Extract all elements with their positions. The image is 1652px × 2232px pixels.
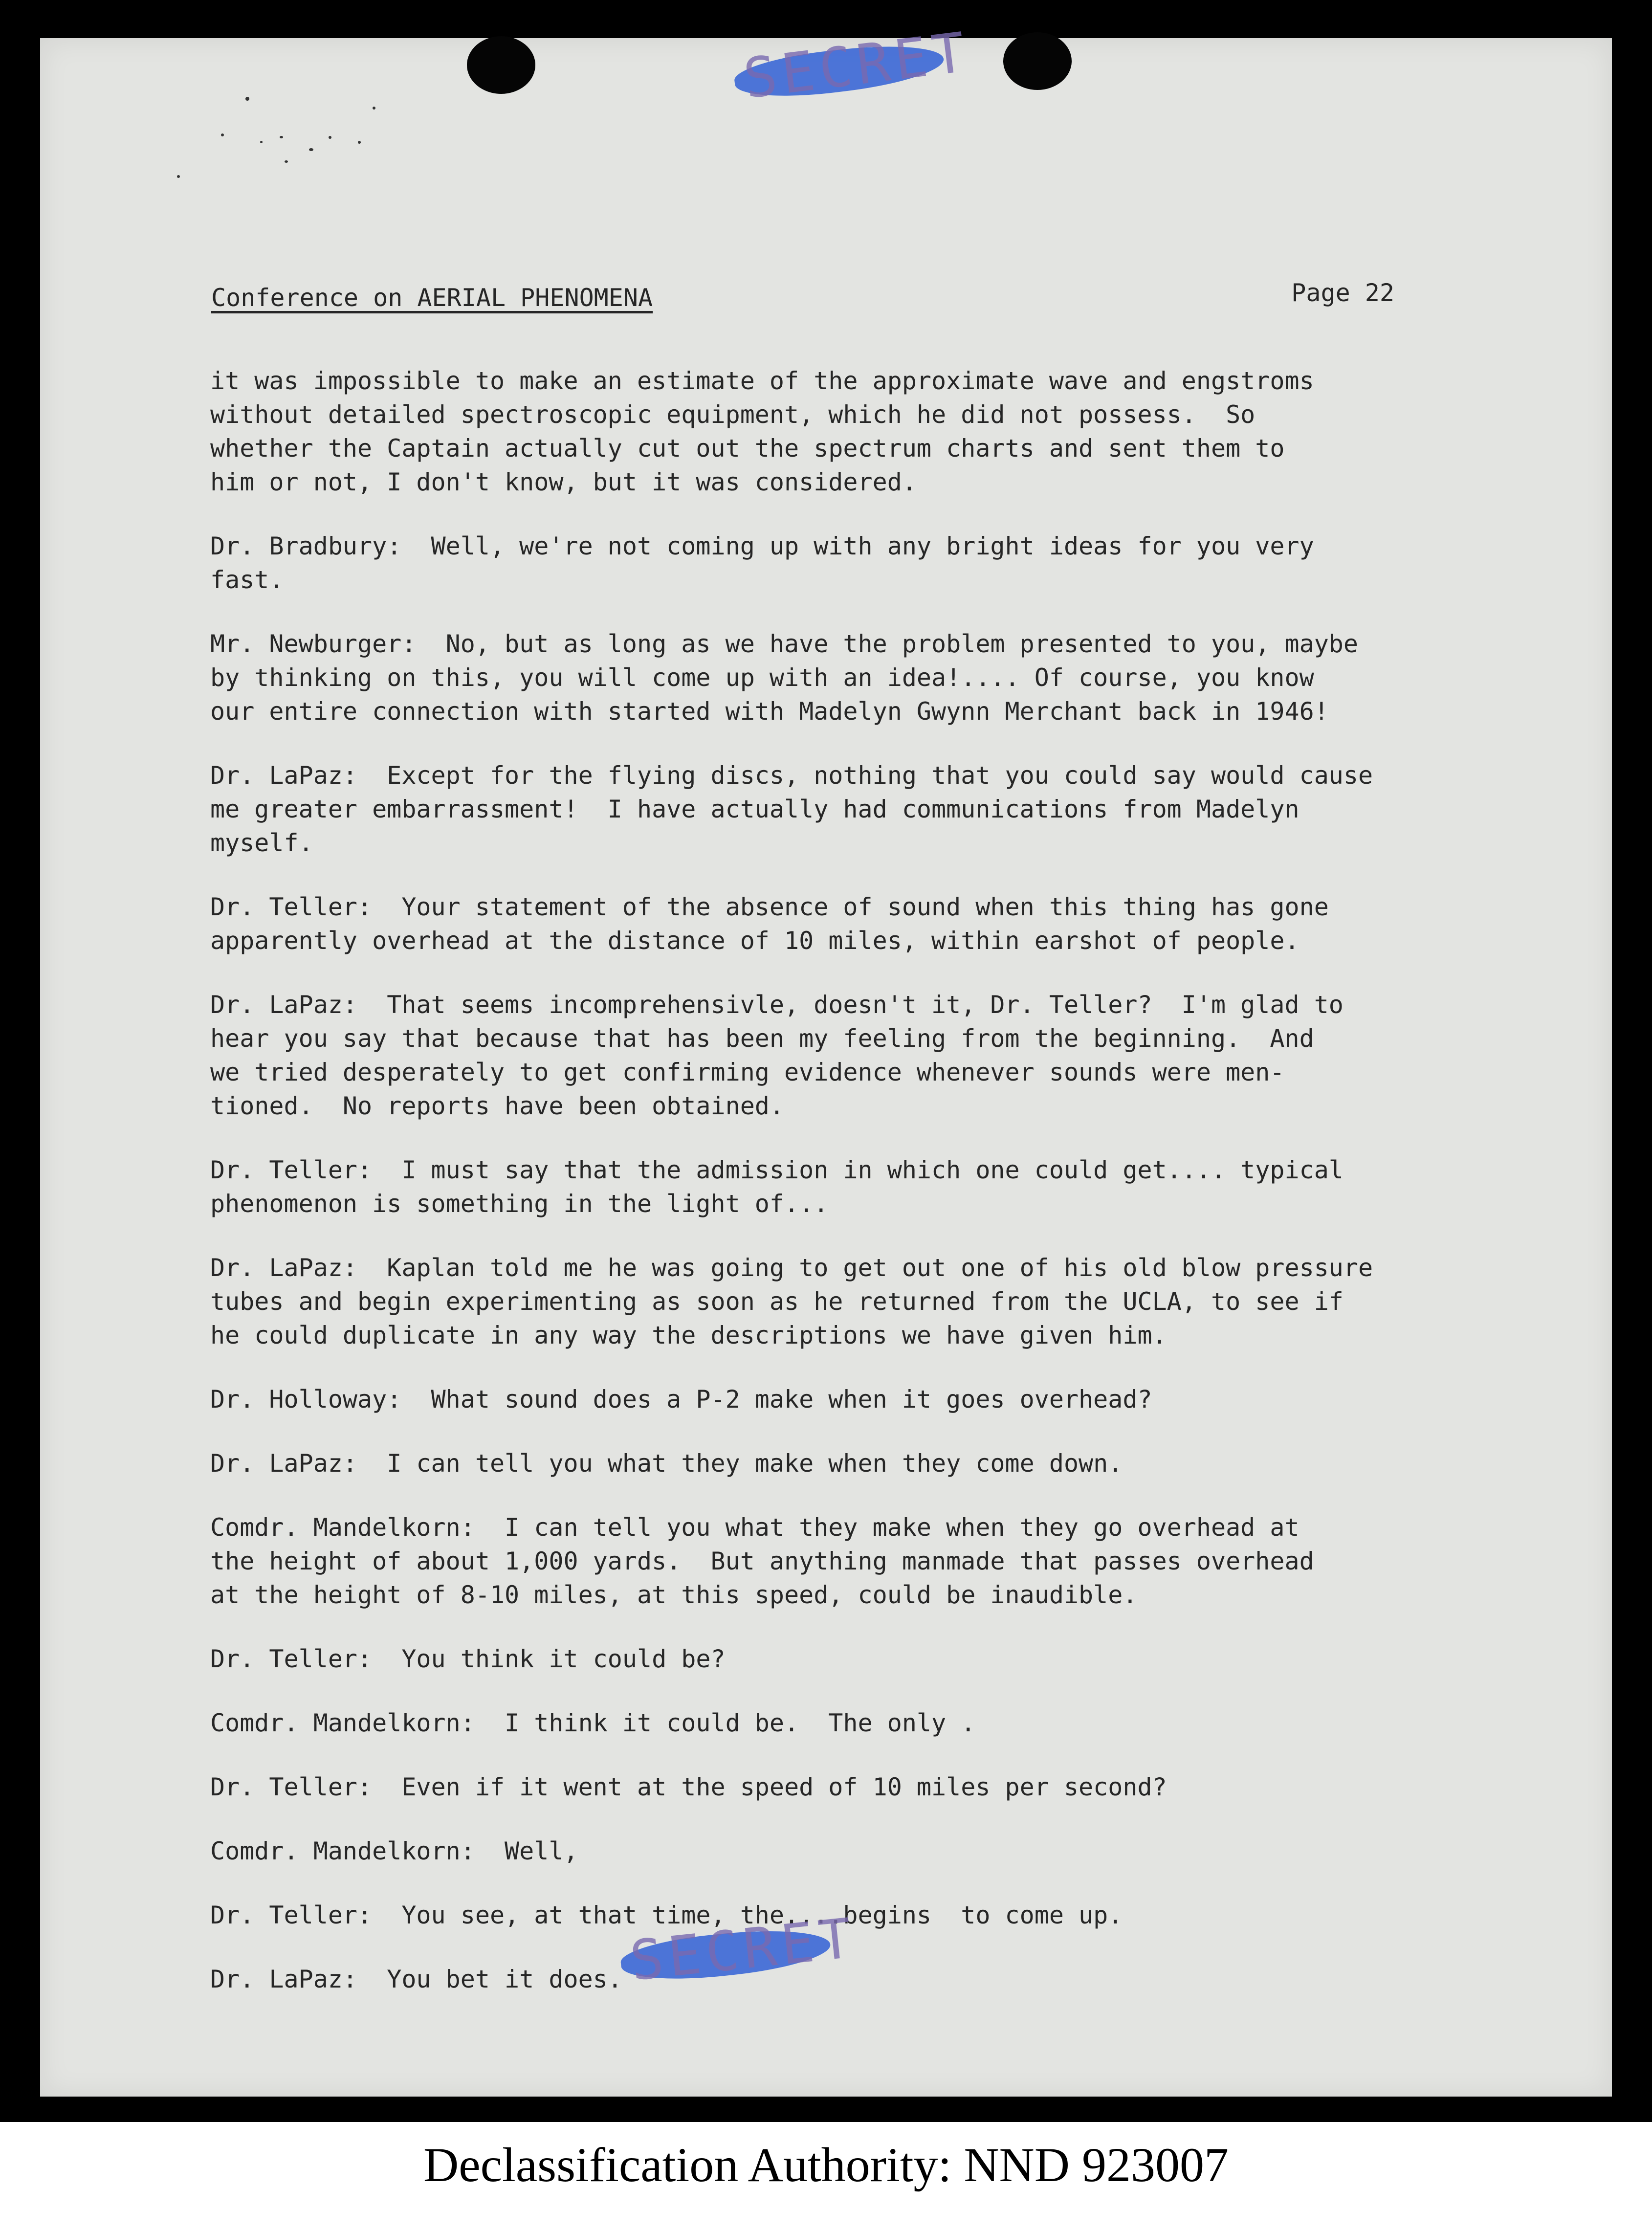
- text-line: we tried desperately to get confirming evidence whenever sounds were men-: [210, 1058, 1285, 1086]
- text-line: Dr. Teller: Even if it went at the speed of 10 miles per second?: [210, 1773, 1167, 1801]
- text-line: Comdr. Mandelkorn: I can tell you what they make when they go overhead at: [210, 1513, 1300, 1542]
- transcript-paragraph: [210, 890, 1520, 958]
- declassification-footer: Declassification Authority: NND 923007: [423, 2138, 1229, 2192]
- text-line: Dr. LaPaz: You bet it does.: [210, 1965, 622, 1993]
- text-line: Dr. LaPaz: Kaplan told me he was going to get out one of his old blow pressure: [210, 1254, 1373, 1282]
- stamp-label: SECRET: [740, 20, 974, 111]
- text-line: tubes and begin experimenting as soon as he returned from the UCLA, to see if: [210, 1287, 1344, 1316]
- text-line: without detailed spectroscopic equipment, which he did not possess. So: [210, 400, 1256, 429]
- transcript-paragraph: [210, 1770, 1520, 1804]
- text-line: Dr. Teller: You see, at that time, the....begins to come up.: [210, 1901, 1123, 1929]
- transcript-paragraph: [210, 759, 1520, 860]
- text-line: he could duplicate in any way the descriptions we have given him.: [210, 1321, 1167, 1349]
- text-line: me greater embarrassment! I have actually had communications from Madelyn: [210, 795, 1300, 823]
- text-line: hear you say that because that has been my feeling from the beginning. And: [210, 1024, 1314, 1053]
- transcript-paragraph: [210, 364, 1520, 499]
- text-line: him or not, I don't know, but it was considered.: [210, 468, 917, 496]
- text-line: by thinking on this, you will come up with an idea!.... Of course, you know: [210, 663, 1314, 692]
- transcript-paragraph: [210, 988, 1520, 1123]
- text-line: Dr. Holloway: What sound does a P-2 make when it goes overhead?: [210, 1385, 1152, 1414]
- page-header: [172, 264, 1414, 312]
- text-line: Comdr. Mandelkorn: I think it could be. The only .: [210, 1709, 976, 1737]
- transcript-paragraph: [210, 1706, 1520, 1740]
- text-line: whether the Captain actually cut out the spectrum charts and sent them to: [210, 434, 1285, 463]
- text-line: Dr. Teller: Your statement of the absence of sound when this thing has gone: [210, 893, 1329, 921]
- text-line: Dr. Bradbury: Well, we're not coming up with any bright ideas for you very: [210, 532, 1314, 560]
- text-line: it was impossible to make an estimate of the approximate wave and engstroms: [210, 367, 1314, 395]
- transcript-paragraph: [210, 627, 1520, 729]
- transcript-body: [210, 364, 1520, 2027]
- transcript-paragraph: [210, 1251, 1520, 1352]
- text-line: myself.: [210, 829, 313, 857]
- text-line: Mr. Newburger: No, but as long as we have the problem presented to you, maybe: [210, 630, 1358, 658]
- transcript-paragraph: [210, 1153, 1520, 1221]
- text-line: our entire connection with started with Madelyn Gwynn Merchant back in 1946!: [210, 697, 1329, 726]
- transcript-paragraph: [210, 530, 1520, 597]
- text-line: Comdr. Mandelkorn: Well,: [210, 1837, 578, 1865]
- transcript-paragraph: [210, 1447, 1520, 1481]
- transcript-paragraph: [210, 1834, 1520, 1868]
- text-line: Dr. LaPaz: Except for the flying discs, nothing that you could say would cause: [210, 761, 1373, 790]
- text-line: phenomenon is something in the light of...: [210, 1190, 829, 1218]
- text-line: at the height of 8-10 miles, at this speed, could be inaudible.: [210, 1581, 1138, 1609]
- text-line: tioned. No reports have been obtained.: [210, 1092, 784, 1120]
- transcript-paragraph: [210, 1383, 1520, 1416]
- document-title: Conference on AERIAL PHENOMENA: [211, 284, 653, 312]
- text-line: apparently overhead at the distance of 10 miles, within earshot of people.: [210, 927, 1300, 955]
- text-line: Dr. LaPaz: That seems incomprehensivle, doesn't it, Dr. Teller? I'm glad to: [210, 991, 1344, 1019]
- text-line: Dr. Teller: You think it could be?: [210, 1645, 726, 1673]
- text-line: the height of about 1,000 yards. But anything manmade that passes overhead: [210, 1547, 1314, 1575]
- text-line: Dr. LaPaz: I can tell you what they make when they come down.: [210, 1449, 1123, 1478]
- page-number: Page 22: [1291, 279, 1394, 307]
- punch-hole-right: [1003, 32, 1072, 90]
- transcript-paragraph: [210, 1899, 1520, 1932]
- transcript-paragraph: [210, 1511, 1520, 1612]
- stamp-label: SECRET: [627, 1906, 860, 1993]
- transcript-paragraph: [210, 1642, 1520, 1676]
- transcript-paragraph: [210, 1963, 1520, 1996]
- text-line: Dr. Teller: I must say that the admission in which one could get.... typical: [210, 1156, 1344, 1184]
- punch-hole-left: [467, 36, 535, 94]
- text-line: fast.: [210, 566, 284, 594]
- paper-specks: [162, 87, 456, 195]
